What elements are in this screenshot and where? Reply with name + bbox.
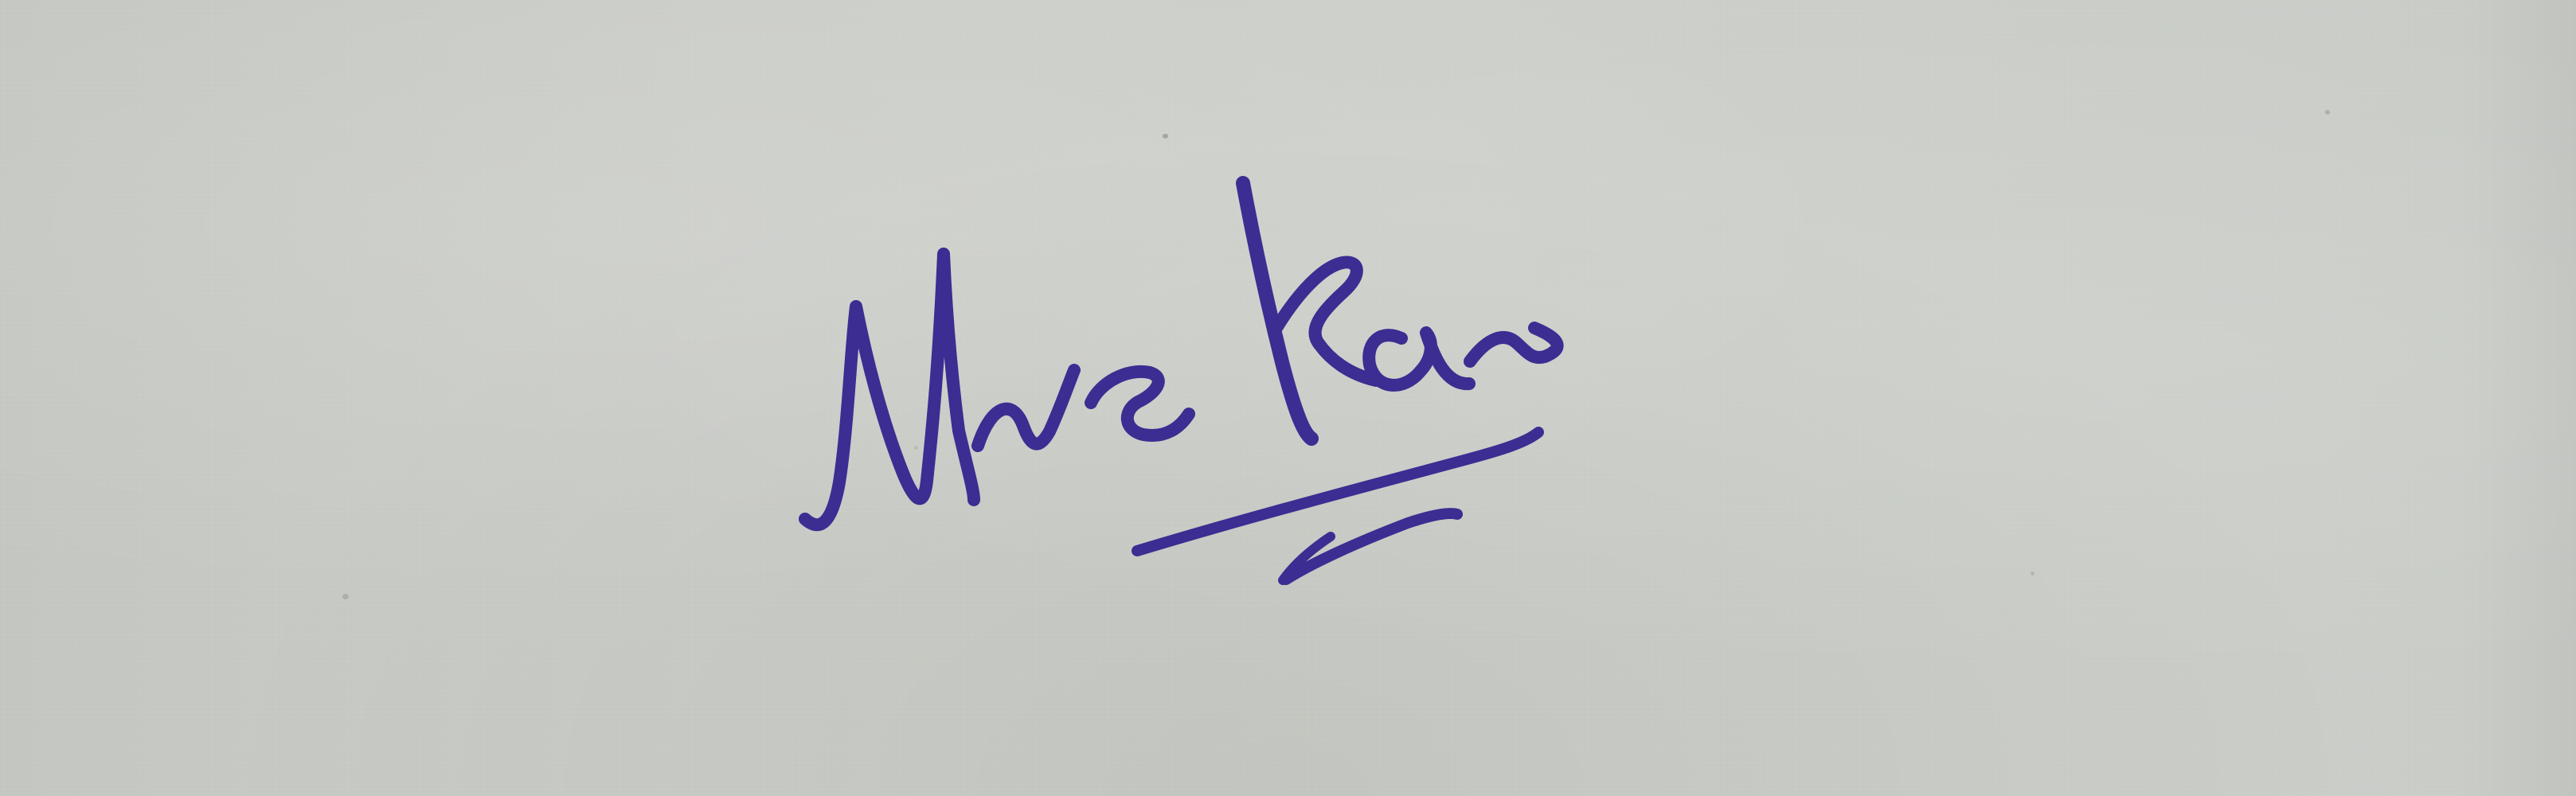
- signature-stroke-s: [1091, 372, 1189, 435]
- signature-stroke-u: [978, 370, 1074, 446]
- signature-stroke-n: [1470, 328, 1558, 361]
- signature-stroke-k-arm: [1276, 262, 1376, 380]
- signature-underline-long: [1137, 432, 1538, 551]
- signature-stroke-a: [1369, 333, 1469, 385]
- signature-stroke-m: [805, 254, 974, 525]
- signature-stroke-k-stem: [1243, 183, 1311, 439]
